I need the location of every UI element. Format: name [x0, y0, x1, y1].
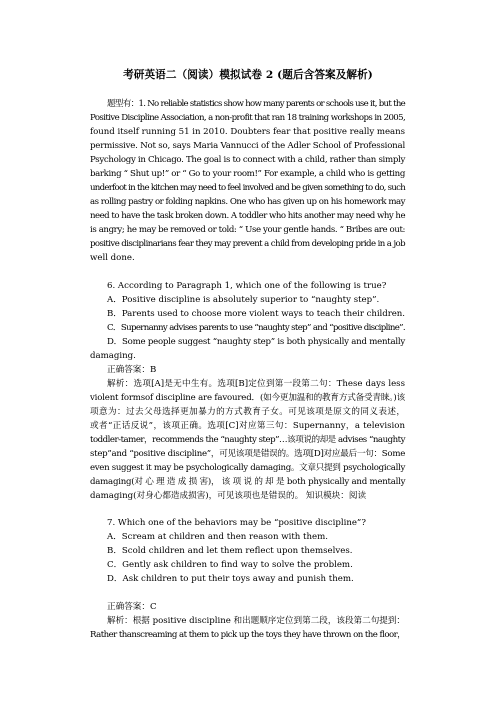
- question-stem: 7. Which one of the behaviors may be “positive discipline”?: [107, 518, 366, 528]
- analysis-line: violent formsof discipline are favoured．(如今更加温和的教育方式备受青睐。)该: [90, 393, 405, 403]
- passage-line: positive disciplinarians fear they may prevent a child from developing pride in a job: [90, 239, 405, 249]
- answer-7: 正确答案：C: [107, 602, 157, 612]
- option-b: B．Parents used to choose more violent ways to teach their children.: [107, 309, 405, 319]
- passage-line: Positive Discipline Association, a non-profit that ran 18 training workshops in 2005,: [90, 113, 406, 123]
- option-d: D．Some people suggest “naughty step” is both physically and mentally: [107, 337, 405, 347]
- passage-line: as rolling pastry or folding napkins. One who has given up on his homework may: [90, 197, 405, 207]
- option-d: D．Ask children to put their toys away and punish them.: [107, 574, 354, 584]
- passage: [90, 97, 405, 265]
- analysis-line: damaging(对 心 理 造 成 损 害)， 该 项 说 的 却 是 both physically and mentally: [90, 477, 406, 487]
- question-6: [90, 279, 405, 363]
- option-b: B．Scold children and let them reflect upon themselves.: [107, 546, 353, 556]
- question-7: [90, 516, 405, 586]
- analysis-line: even suggest it may be psychologically damaging。文章只提到 psychologically: [90, 463, 406, 473]
- option-a: A．Scream at children and then reason with them.: [107, 532, 328, 542]
- option-c: C．Gently ask children to find way to solve the problem.: [107, 560, 353, 570]
- answer-6-block: [90, 363, 405, 503]
- analysis-line: toddler-tamer，recommends the “naughty step”…该项说的却是 advises “naughty: [90, 435, 405, 445]
- analysis-line: 解析：选项[A]是无中生有。选项[B]定位到第一段第二句：These days less: [107, 379, 405, 389]
- passage-line: need to have the task broken down. A toddler who hits another may need why he: [90, 211, 406, 221]
- document-title: 考研英语二（阅读）模拟试卷 2 (题后含答案及解析): [123, 69, 373, 81]
- question-stem: 6. According to Paragraph 1, which one of the following is true?: [107, 281, 387, 291]
- passage-line: barking “ Shut up!” or “ Go to your room!” For example, a child who is getting: [90, 169, 405, 179]
- passage-line: Psychology in Chicago. The goal is to connect with a child, rather than simply: [90, 155, 405, 165]
- answer-7-block: [90, 600, 405, 642]
- analysis-line: step”and “positive discipline”，可见该项是错误的。选项[D]对应最后一句：Some: [90, 449, 406, 459]
- analysis-line: 解析：根据 positive discipline 和出题顺序定位到第二段，该段第二句提到：: [107, 616, 405, 626]
- passage-line: 题型有：1. No reliable statistics show how many parents or schools use it, but the: [107, 99, 405, 109]
- passage-line: found itself running 51 in 2010. Doubters fear that positive really means: [90, 127, 406, 137]
- option-a: A．Positive discipline is absolutely superior to “naughty step”.: [107, 295, 380, 305]
- option-c: C．Supernanny advises parents to use “naughty step” and “positive discipline”.: [107, 323, 405, 333]
- passage-line: underfoot in the kitchen may need to feel involved and be given something to do, such: [90, 183, 406, 193]
- analysis-line: 项意为：过去父母选择更加暴力的方式教育子女。可见该项是原文的同义表述，: [90, 407, 405, 417]
- analysis-line: Rather thanscreaming at them to pick up the toys they have thrown on the floor，: [90, 630, 406, 640]
- passage-line: permissive. Not so, says Maria Vannucci of the Adler School of Professional: [90, 141, 405, 151]
- option-d-cont: damaging.: [90, 351, 136, 361]
- analysis-line: damaging(对身心都造成损害)，可见该项也是错误的。 知识模块：阅读: [90, 491, 367, 501]
- analysis-line: 或者“正话反说”，该项正确。选项[C]对应第三句：Supernanny，a television: [90, 421, 405, 431]
- answer-6: 正确答案：B: [107, 365, 157, 375]
- passage-line: well done.: [90, 253, 135, 263]
- passage-line: is angry; he may be removed or told: “ Use your gentle hands. “ Bribes are out:: [90, 225, 406, 235]
